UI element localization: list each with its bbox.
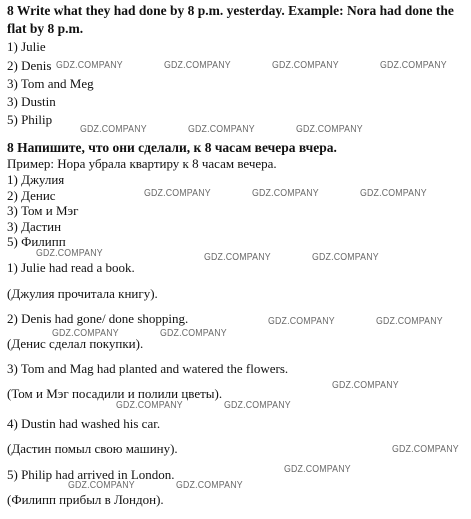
answer-ru: (Денис сделал покупки). [7, 336, 144, 351]
name-item-ru: 3) Дастин [7, 219, 62, 234]
answer-ru: (Дастин помыл свою машину). [7, 441, 178, 456]
name-item-en: 3) Tom and Meg [7, 76, 94, 91]
name-item-ru: 5) Филипп [7, 234, 66, 249]
watermark: GDZ.COMPANY [68, 480, 135, 491]
watermark: GDZ.COMPANY [52, 328, 119, 339]
watermark: GDZ.COMPANY [188, 124, 255, 135]
watermark: GDZ.COMPANY [176, 480, 243, 491]
watermark: GDZ.COMPANY [380, 60, 447, 71]
watermark: GDZ.COMPANY [160, 328, 227, 339]
watermark: GDZ.COMPANY [284, 464, 351, 475]
watermark: GDZ.COMPANY [224, 400, 291, 411]
watermark: GDZ.COMPANY [36, 248, 103, 259]
name-item-ru: 3) Том и Мэг [7, 203, 79, 218]
name-item-en: 2) Denis [7, 58, 52, 73]
watermark: GDZ.COMPANY [204, 252, 271, 263]
answer-en: 5) Philip had arrived in London. [7, 467, 175, 482]
answer-en: 4) Dustin had washed his car. [7, 416, 161, 431]
watermark: GDZ.COMPANY [144, 188, 211, 199]
watermark: GDZ.COMPANY [268, 316, 335, 327]
watermark: GDZ.COMPANY [296, 124, 363, 135]
watermark: GDZ.COMPANY [252, 188, 319, 199]
watermark: GDZ.COMPANY [116, 400, 183, 411]
watermark: GDZ.COMPANY [312, 252, 379, 263]
name-item-en: 3) Dustin [7, 94, 56, 109]
watermark: GDZ.COMPANY [164, 60, 231, 71]
watermark: GDZ.COMPANY [272, 60, 339, 71]
watermark: GDZ.COMPANY [332, 380, 399, 391]
answer-en: 2) Denis had gone/ done shopping. [7, 311, 189, 326]
watermark: GDZ.COMPANY [360, 188, 427, 199]
name-item-ru: 1) Джулия [7, 172, 65, 187]
watermark: GDZ.COMPANY [56, 60, 123, 71]
watermark: GDZ.COMPANY [80, 124, 147, 135]
task-heading-en-line1: 8 Write what they had done by 8 p.m. yesterday. Example: Nora had done the [7, 3, 454, 18]
watermark: GDZ.COMPANY [376, 316, 443, 327]
name-item-en: 1) Julie [7, 39, 46, 54]
example-ru: Пример: Нора убрала квартиру к 8 часам вечера. [7, 156, 277, 171]
name-item-en: 5) Philip [7, 112, 53, 127]
answer-ru: (Том и Мэг посадили и полили цветы). [7, 386, 223, 401]
answer-en: 1) Julie had read a book. [7, 260, 135, 275]
watermark: GDZ.COMPANY [392, 444, 459, 455]
task-heading-en-line2: flat by 8 p.m. [7, 21, 84, 36]
name-item-ru: 2) Денис [7, 188, 56, 203]
task-heading-ru: 8 Напишите, что они сделали, к 8 часам вечера вчера. [7, 140, 337, 155]
answer-ru: (Филипп прибыл в Лондон). [7, 492, 164, 507]
answer-ru: (Джулия прочитала книгу). [7, 286, 158, 301]
answer-en: 3) Tom and Mag had planted and watered the flowers. [7, 361, 289, 376]
